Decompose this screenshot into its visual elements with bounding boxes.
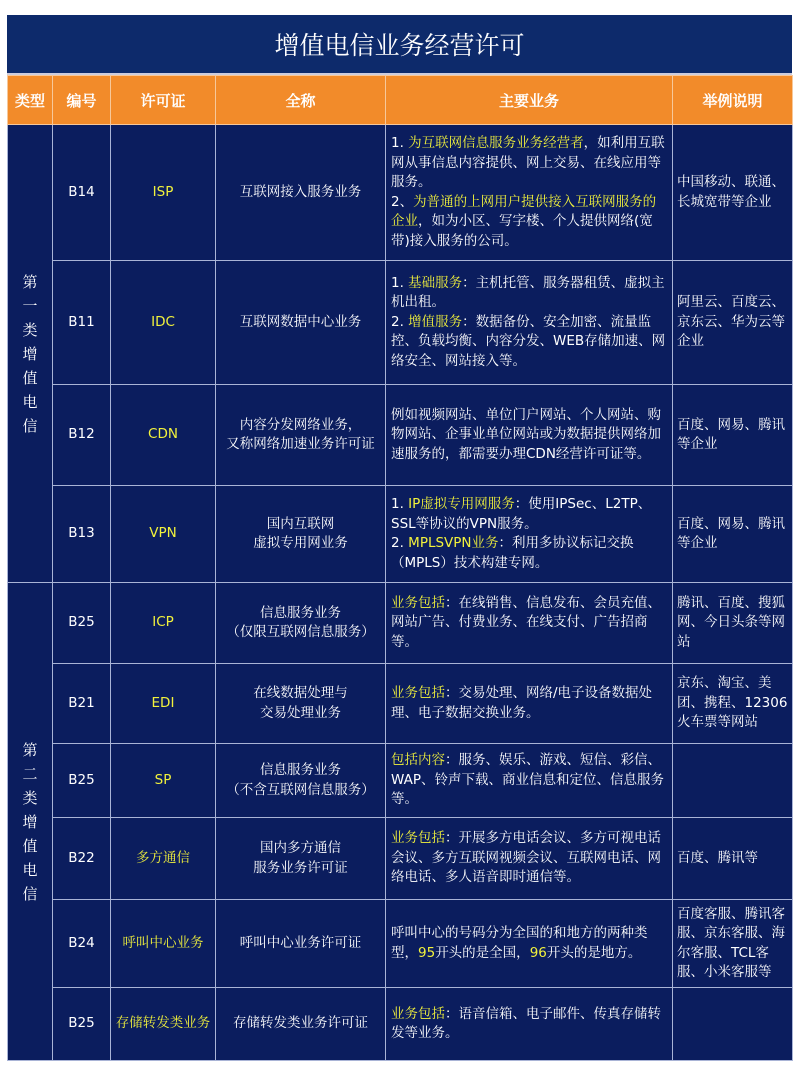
main-business-cell <box>386 583 673 664</box>
example-cell: 阿里云、百度云、京东云、华为云等企业 <box>673 261 793 385</box>
license-cell: SP <box>111 744 216 818</box>
license-cell: CDN <box>111 385 216 486</box>
body-text: ：数据备份、安全加密、流量监控、负载均衡、内容分发、WEB存储加速、网络安全、网站接入等。 <box>391 313 666 369</box>
highlight-text: 为普通的上网用户提供接入互联网服务的企业 <box>391 193 657 229</box>
code-cell: B21 <box>53 664 111 744</box>
code-cell: B25 <box>53 583 111 664</box>
fullname-cell: 存储转发类业务许可证 <box>216 988 386 1061</box>
highlight-text: 为互联网信息服务业务经营者 <box>408 135 584 151</box>
body-text: 2. <box>391 535 404 551</box>
header-fullname: 全称 <box>216 76 386 125</box>
highlight-text: IP虚拟专用网服务 <box>408 496 515 512</box>
body-text: 1. <box>391 274 409 291</box>
type-label: 第二类增值电信 <box>22 740 38 903</box>
type-label: 第一类增值电信 <box>22 272 38 435</box>
header-code: 编号 <box>53 76 111 125</box>
main-business-cell <box>386 261 673 385</box>
license-cell: ICP <box>111 583 216 664</box>
page-title: 增值电信业务经营许可 <box>7 15 792 75</box>
header-type: 类型 <box>8 76 53 125</box>
main-business-cell <box>386 486 673 583</box>
highlight-text: MPLSVPN业务 <box>408 535 499 551</box>
body-text: ，如利用互联网从事信息内容提供、网上交易、在线应用等服务。 <box>391 135 665 190</box>
license-cell: VPN <box>111 486 216 583</box>
fullname-cell: 国内互联网 虚拟专用网业务 <box>216 486 386 583</box>
table-row <box>8 988 793 1061</box>
code-cell: B22 <box>53 818 111 900</box>
table-row <box>8 664 793 744</box>
example-cell: 百度、腾讯等 <box>673 818 793 900</box>
body-text: 1. <box>391 496 409 512</box>
code-cell: B25 <box>53 988 111 1061</box>
body-text: ：语音信箱、电子邮件、传真存储转发等业务。 <box>391 1005 661 1041</box>
main-business-cell <box>386 900 673 988</box>
body-text: ：主机托管、服务器租赁、虚拟主机出租。 <box>391 274 665 311</box>
table-header-row <box>8 76 793 125</box>
type-cell <box>8 125 53 583</box>
body-text: 2、 <box>391 193 414 210</box>
example-cell: 百度、网易、腾讯等企业 <box>673 385 793 486</box>
main-business-cell <box>386 988 673 1061</box>
body-text: ：交易处理、网络/电子设备数据处理、电子数据交换业务。 <box>391 685 653 721</box>
example-cell <box>673 988 793 1061</box>
code-cell: B24 <box>53 900 111 988</box>
license-cell: 呼叫中心业务 <box>111 900 216 988</box>
body-text: ：服务、娱乐、游戏、短信、彩信、WAP、铃声下载、商业信息和定位、信息服务等。 <box>391 752 664 808</box>
table-row <box>8 385 793 486</box>
fullname-cell: 内容分发网络业务， 又称网络加速业务许可证 <box>216 385 386 486</box>
body-text: 例如视频网站、单位门户网站、个人网站、购物网站、企事业单位网站或为数据提供网络加速服务的，都需要办理CDN经营许可证等。 <box>391 406 661 462</box>
table-row <box>8 818 793 900</box>
table-row <box>8 744 793 818</box>
fullname-cell: 互联网接入服务业务 <box>216 125 386 261</box>
example-cell <box>673 744 793 818</box>
table-row <box>8 125 793 261</box>
table-row <box>8 261 793 385</box>
highlight-text: 业务包括 <box>391 685 445 701</box>
highlight-text: 业务包括 <box>391 830 445 847</box>
license-cell: ISP <box>111 125 216 261</box>
main-business-cell <box>386 385 673 486</box>
example-cell: 京东、淘宝、美团、携程、12306火车票等网站 <box>673 664 793 744</box>
fullname-cell: 呼叫中心业务许可证 <box>216 900 386 988</box>
body-text: 呼叫中心的号码分为全国的和地方的两种类型， <box>391 925 648 961</box>
body-text: ：在线销售、信息发布、会员充值、网站广告、付费业务、在线支付、广告招商等。 <box>391 594 661 650</box>
license-cell: IDC <box>111 261 216 385</box>
highlight-text: 包括内容 <box>391 752 445 769</box>
highlight-text: 增值服务 <box>408 313 463 330</box>
highlight-text: 业务包括 <box>391 1005 445 1022</box>
body-text: ：使用IPSec、L2TP、SSL等协议的VPN服务。 <box>391 496 652 532</box>
header-main-business: 主要业务 <box>386 76 673 125</box>
table-row <box>8 486 793 583</box>
highlight-text: 95 <box>418 944 436 961</box>
fullname-cell: 互联网数据中心业务 <box>216 261 386 385</box>
license-table-card <box>7 15 792 1061</box>
highlight-text: 基础服务 <box>408 274 463 291</box>
body-text: ：利用多协议标记交换（MPLS）技术构建专网。 <box>391 535 634 571</box>
code-cell: B11 <box>53 261 111 385</box>
main-business-cell <box>386 818 673 900</box>
example-cell: 腾讯、百度、搜狐网、今日头条等网站 <box>673 583 793 664</box>
example-cell: 中国移动、联通、长城宽带等企业 <box>673 125 793 261</box>
fullname-cell: 信息服务业务 （仅限互联网信息服务） <box>216 583 386 664</box>
license-table <box>7 75 793 1061</box>
fullname-cell: 信息服务业务 （不含互联网信息服务） <box>216 744 386 818</box>
body-text: ，如为小区、写字楼、个人提供网络(宽带)接入服务的公司。 <box>391 213 653 249</box>
license-cell: EDI <box>111 664 216 744</box>
main-business-cell <box>386 744 673 818</box>
body-text: 开头的是地方。 <box>546 944 642 961</box>
type-cell <box>8 583 53 1061</box>
body-text: 开头的是全国， <box>435 944 530 961</box>
body-text: ：开展多方电话会议、多方可视电话会议、多方互联网视频会议、互联网电话、网络电话、多人语音即时通信等。 <box>391 830 661 886</box>
example-cell: 百度客服、腾讯客服、京东客服、海尔客服、TCL客服、小米客服等 <box>673 900 793 988</box>
fullname-cell: 国内多方通信 服务业务许可证 <box>216 818 386 900</box>
code-cell: B14 <box>53 125 111 261</box>
fullname-cell: 在线数据处理与 交易处理业务 <box>216 664 386 744</box>
body-text: 1. <box>391 135 409 151</box>
table-row <box>8 583 793 664</box>
body-text: 2. <box>391 313 404 330</box>
license-cell: 存储转发类业务 <box>111 988 216 1061</box>
main-business-cell <box>386 125 673 261</box>
license-cell: 多方通信 <box>111 818 216 900</box>
code-cell: B13 <box>53 486 111 583</box>
main-business-cell <box>386 664 673 744</box>
code-cell: B25 <box>53 744 111 818</box>
code-cell: B12 <box>53 385 111 486</box>
header-example: 举例说明 <box>673 76 793 125</box>
table-row <box>8 900 793 988</box>
example-cell: 百度、网易、腾讯等企业 <box>673 486 793 583</box>
highlight-text: 业务包括 <box>391 594 445 611</box>
highlight-text: 96 <box>529 944 547 961</box>
header-license: 许可证 <box>111 76 216 125</box>
